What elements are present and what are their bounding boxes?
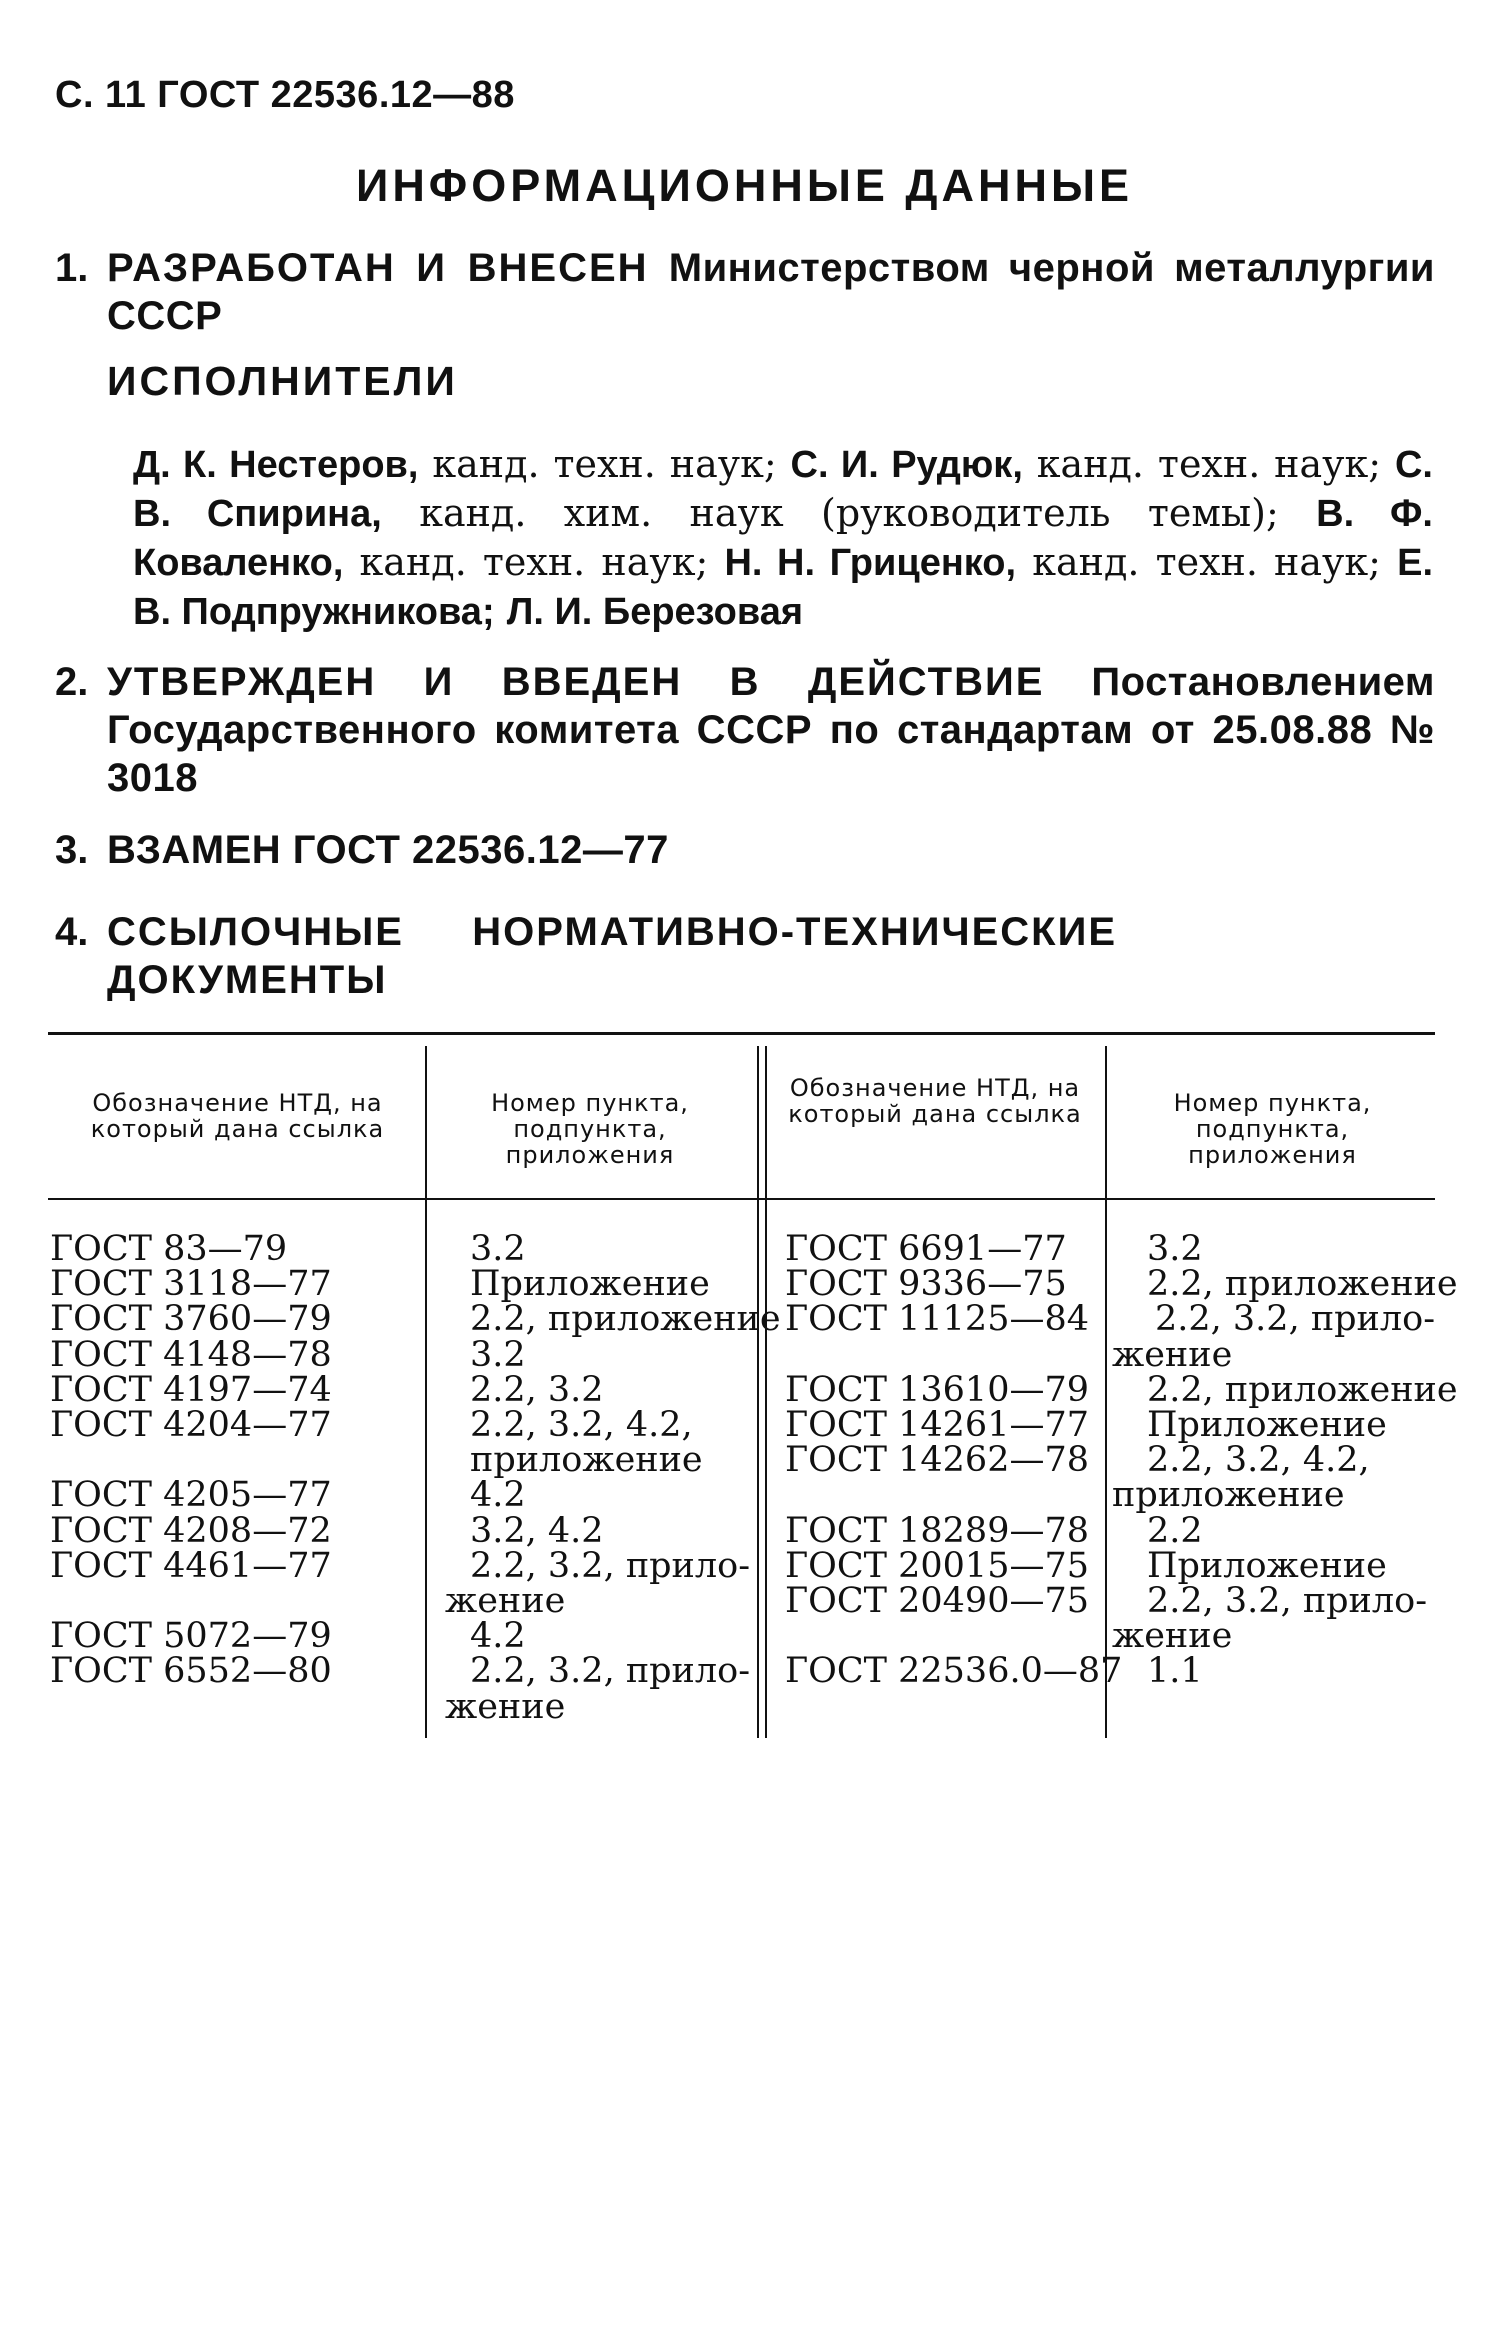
table-cell-left-item: Приложение xyxy=(470,1264,710,1305)
table-cell-right-item: 2.2, приложение xyxy=(1147,1369,1458,1410)
table-header-left-doc: Обозначение НТД, на который дана ссылка xyxy=(90,1089,385,1143)
executor-name: Е. В. Подпружникова; xyxy=(133,542,1433,633)
table-cell-right-doc: ГОСТ 20490—75 xyxy=(785,1581,1089,1621)
table-cell-right-item: 2.2 xyxy=(1147,1510,1203,1551)
table-cell-right-item: жение xyxy=(1112,1616,1233,1657)
executor-name: С. И. Рудюк, xyxy=(790,444,1023,486)
table-cell-left-doc: ГОСТ 4204—77 xyxy=(50,1405,332,1445)
section-2-lead: УТВЕРЖДЕН И ВВЕДЕН В ДЕЙСТВИЕ xyxy=(107,660,1045,704)
section-1-number: 1. xyxy=(55,246,89,290)
executor-role: канд. техн. наук; xyxy=(418,442,791,486)
section-1-lead: РАЗРАБОТАН И ВНЕСЕН xyxy=(107,246,649,290)
table-top-rule xyxy=(48,1032,1435,1035)
table-cell-left-doc: ГОСТ 6552—80 xyxy=(50,1651,332,1692)
table-cell-left-item: жение xyxy=(445,1581,566,1621)
section-1-text: Министерством черной металлургии СССР xyxy=(107,246,1436,338)
table-cell-right-item: 2.2, 3.2, прило- xyxy=(1147,1581,1428,1621)
page-title: ИНФОРМАЦИОННЫЕ ДАННЫЕ xyxy=(355,160,1134,211)
table-cell-right-item: 2.2, приложение xyxy=(1147,1264,1458,1305)
executors-heading: ИСПОЛНИТЕЛИ xyxy=(107,358,458,404)
executor-name: С. В. Спирина, xyxy=(133,444,1433,535)
section-4-number: 4. xyxy=(55,910,89,954)
table-cell-left-doc: ГОСТ 3118—77 xyxy=(50,1264,332,1305)
section-4-text: ССЫЛОЧНЫЕ НОРМАТИВНО-ТЕХНИЧЕСКИЕ ДОКУМЕНТЫ xyxy=(107,910,1117,1002)
table-header-right-item: Номер пункта, подпункта, приложения xyxy=(1173,1089,1372,1169)
executor-role: канд. техн. наук; xyxy=(1022,442,1395,486)
table-cell-left-doc: ГОСТ 83—79 xyxy=(50,1229,288,1269)
table-cell-right-item: 3.2 xyxy=(1147,1229,1203,1269)
executor-name: Д. К. Нестеров, xyxy=(133,444,419,486)
table-cell-left-item: 2.2, 3.2, прило- xyxy=(470,1545,751,1586)
table-cell-right-doc: ГОСТ 9336—75 xyxy=(785,1264,1067,1305)
table-cell-left-item: 3.2 xyxy=(470,1334,526,1375)
table-cell-left-doc: ГОСТ 4148—78 xyxy=(50,1334,332,1375)
section-4 xyxy=(55,908,1435,1004)
table-cell-right-doc: ГОСТ 20015—75 xyxy=(785,1545,1089,1586)
table-cell-left-doc: ГОСТ 4197—74 xyxy=(50,1369,332,1410)
table-cell-left-doc: ГОСТ 4461—77 xyxy=(50,1545,332,1586)
table-col-divider-1 xyxy=(425,1046,427,1738)
executor-name: Н. Н. Гриценко, xyxy=(724,542,1017,584)
section-3 xyxy=(55,826,1435,874)
table-cell-left-item: 4.2 xyxy=(470,1616,526,1657)
table-cell-right-item: 2.2, 3.2, прило- xyxy=(1155,1299,1436,1340)
table-cell-left-doc: ГОСТ 4205—77 xyxy=(50,1475,332,1516)
executor-role: канд. хим. наук (руководитель темы); xyxy=(381,491,1317,535)
table-cell-right-doc: ГОСТ 11125—84 xyxy=(785,1299,1089,1340)
table-cell-left-doc: ГОСТ 5072—79 xyxy=(50,1616,332,1657)
table-cell-left-item: 3.2 xyxy=(470,1229,526,1269)
table-cell-left-item: 2.2, 3.2 xyxy=(470,1369,604,1410)
section-2 xyxy=(55,658,1435,802)
executor-name: В. Ф. Коваленко, xyxy=(133,493,1433,584)
table-cell-right-item: Приложение xyxy=(1147,1545,1387,1586)
table-cell-right-doc: ГОСТ 14261—77 xyxy=(785,1405,1089,1445)
table-cell-right-item: Приложение xyxy=(1147,1405,1387,1445)
executor-name: Л. И. Березовая xyxy=(506,591,804,633)
section-1 xyxy=(55,244,1435,340)
table-cell-left-item: 2.2, 3.2, прило- xyxy=(470,1651,751,1692)
section-2-text: Постановлением Государственного комитета СССР по стандартам от 25.08.88 № 3018 xyxy=(107,660,1435,800)
table-header-rule xyxy=(48,1198,1435,1200)
table-col-divider-2a xyxy=(757,1046,759,1738)
table-cell-left-item: 4.2 xyxy=(470,1475,526,1516)
table-cell-left-item: приложение xyxy=(470,1440,703,1481)
table-col-divider-3 xyxy=(1105,1046,1107,1738)
executor-role xyxy=(495,589,507,633)
executor-role: канд. техн. наук; xyxy=(1016,540,1398,584)
table-cell-right-doc: ГОСТ 13610—79 xyxy=(785,1369,1089,1410)
executor-role: канд. техн. наук; xyxy=(343,540,725,584)
page-header: С. 11 ГОСТ 22536.12—88 xyxy=(55,74,515,116)
table-cell-right-item: жение xyxy=(1112,1334,1233,1375)
table-cell-right-doc: ГОСТ 6691—77 xyxy=(785,1229,1067,1269)
table-cell-left-doc: ГОСТ 4208—72 xyxy=(50,1510,332,1551)
table-cell-right-item: 2.2, 3.2, 4.2, xyxy=(1147,1440,1370,1481)
table-cell-right-doc: ГОСТ 22536.0—87 xyxy=(785,1651,1123,1692)
table-cell-left-item: 2.2, приложение xyxy=(470,1299,781,1340)
section-2-number: 2. xyxy=(55,660,89,704)
table-cell-left-doc: ГОСТ 3760—79 xyxy=(50,1299,332,1340)
table-cell-left-item: 3.2, 4.2 xyxy=(470,1510,604,1551)
table-cell-left-item: жение xyxy=(445,1686,566,1727)
table-cell-right-doc: ГОСТ 14262—78 xyxy=(785,1440,1089,1481)
table-header-left-item: Номер пункта, подпункта, приложения xyxy=(491,1089,689,1169)
table-cell-right-item: приложение xyxy=(1112,1475,1345,1516)
table-cell-right-doc: ГОСТ 18289—78 xyxy=(785,1510,1089,1551)
section-3-number: 3. xyxy=(55,828,89,872)
table-cell-left-item: 2.2, 3.2, 4.2, xyxy=(470,1405,693,1445)
table-cell-right-item: 1.1 xyxy=(1147,1651,1203,1692)
table-header-right-doc: Обозначение НТД, на который дана ссылка xyxy=(788,1074,1082,1128)
section-3-text: ВЗАМЕН ГОСТ 22536.12—77 xyxy=(107,828,669,872)
table-col-divider-2b xyxy=(765,1046,767,1738)
executors-list xyxy=(133,440,1433,636)
